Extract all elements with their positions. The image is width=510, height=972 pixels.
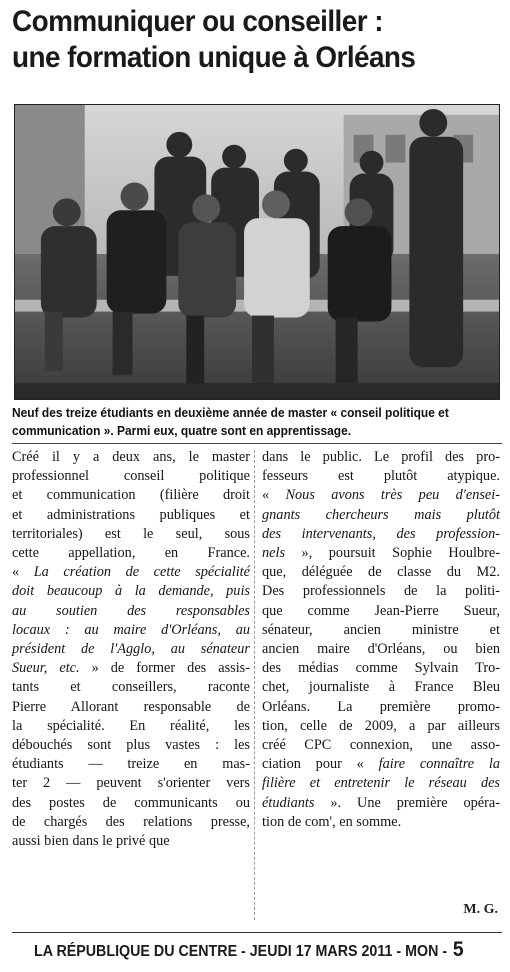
article-line: président de l'Agglo, au sénateur [12,641,250,658]
column-divider [254,450,255,920]
article-line: tion, celle de 2009, a par ailleurs [262,717,500,734]
article-line: dans le public. Le profil des pro- [262,449,500,465]
article-column-right [262,448,500,832]
article-line: fesseurs est plutôt atypique. [262,468,500,485]
article-line: gnants chercheurs mais plutôt [262,506,500,523]
article-line: sénateur, ancien ministre et [262,621,500,638]
article-line: aussi bien dans le privé que [12,833,170,850]
article-line: Créé il y a deux ans, le master [12,449,250,465]
article-line: que comme Jean-Pierre Sueur, [262,602,500,619]
article-line: ancien maire d'Orléans, ou bien [262,641,500,658]
article-line: Pierre Allorant responsable de [12,698,250,715]
article-line: et administrations publiques et [12,506,250,523]
page-number: 5 [452,938,464,961]
article-line: « Nous avons très peu d'ensei- [262,487,500,504]
footer-rule [12,932,502,933]
article-line: créé CPC connexion, une asso- [262,737,500,754]
article-line: des intervenants, des profession- [262,525,500,542]
author-signature: M. G. [463,902,498,917]
article-line: « La création de cette spécialité [12,564,250,581]
article-line: locaux : au maire d'Orléans, au [12,621,250,638]
article-line: professionnel conseil politique [12,468,250,485]
photo-caption: Neuf des treize étudiants en deuxième année de master « conseil politique et communication ». Parmi eux, quatre sont en apprentissage. [12,406,449,438]
article-line: Des professionnels de la politi- [262,583,500,600]
article-line: Orléans. La première promo- [262,698,500,715]
article-line: tants et conseillers, raconte [12,679,250,696]
article-line: la spécialité. En réalité, les [12,717,250,734]
article-line: des médias comme Sylvain Tro- [262,660,500,677]
article-line: Sueur, etc. » de former des assis- [12,660,251,677]
group-photo-image [15,105,499,399]
article-line: débouchés sont plus vastes : les [12,737,250,754]
caption-divider [12,443,502,444]
group-photo [14,104,500,400]
page-footer [34,938,466,964]
article-line: filière et entretenir le réseau des [262,775,500,792]
article-line: ciation pour « faire connaître la [262,756,501,773]
article-line: et communication (filière droit [12,487,250,504]
article-line: des postes de communicants ou [12,794,250,811]
article-line: de chargés des relations presse, [12,813,250,830]
article-line: doit beaucoup à la demande, puis [12,583,250,600]
article-line: au soutien des responsables [12,602,250,619]
article-line: cette appellation, en France. [12,545,250,562]
headline-line-2: une formation unique à Orléans [12,41,416,74]
headline-line-1: Communiquer ou conseiller : [12,5,383,38]
article-line: nels », poursuit Sophie Houlbre- [262,545,500,562]
article-line: territoriales) est le seul, sous [12,525,250,542]
article-line: étudiants ». Une première opéra- [262,794,501,811]
article-column-left [12,448,250,851]
article-line: étudiants — treize en mas- [12,756,250,773]
footer-publication: LA RÉPUBLIQUE DU CENTRE - JEUDI 17 MARS 2011 - MON - [34,943,452,960]
article-line: chet, journaliste à France Bleu [262,679,500,696]
article-line: tion de com', en somme. [262,813,402,830]
article-headline [12,4,468,76]
article-line: ter 2 — peuvent s'orienter vers [12,775,250,792]
article-line: que, déléguée de classe du M2. [262,564,500,581]
